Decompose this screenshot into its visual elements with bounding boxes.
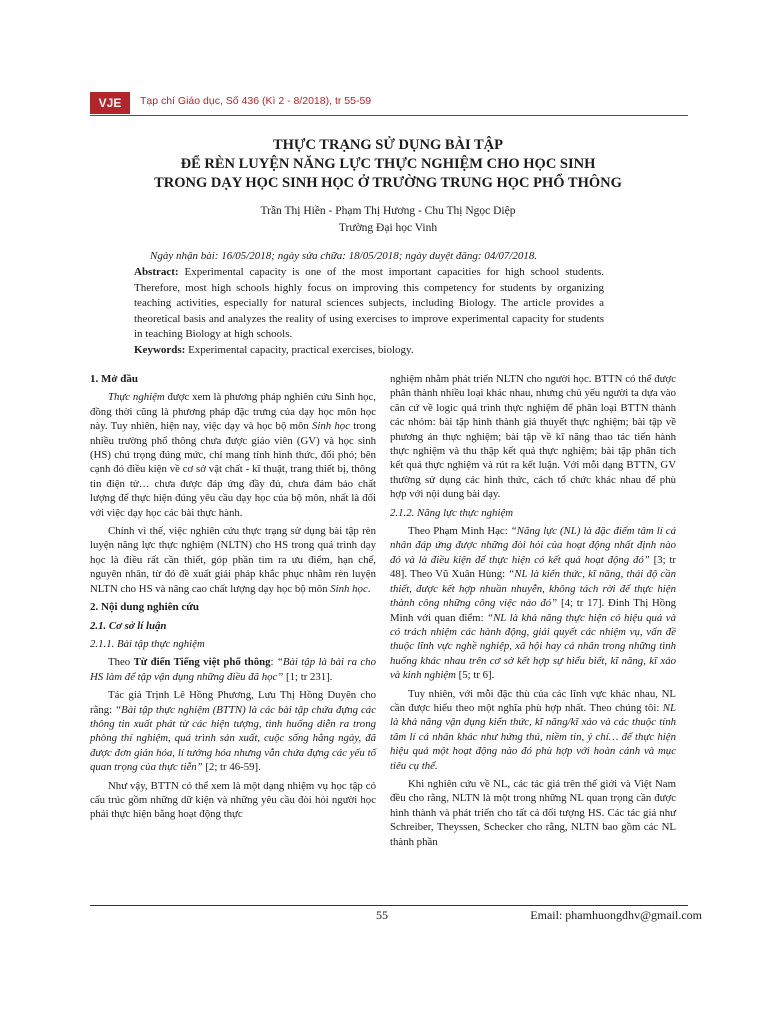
left-column [90,372,376,826]
journal-logo-badge: VJE [90,92,130,114]
journal-header [90,92,690,114]
contact-email: Email: phamhuongdhv@gmail.com [530,908,702,922]
paragraph: nghiệm nhằm phát triển NLTN cho người học. BTTN có thể được phân thành nhiều loại khác nhau, nhưng chủ yếu người ta dựa vào căn cứ về logic quá trình thực nghiệm để phân loại BTTN thành các nhóm: bài tập hình thành giả thuyết thực nghiệm; bài tập về phương án thực nghiệm; bài tập về kĩ năng thao tác tiến hành thực nghiệm và thu thập kết quả thực nghiệm; bài tập phân tích kết quả thực nghiệm và rút ra kết luận. Với mỗi dạng BTTN, GV thường sử dụng các hình thức, cách tổ chức khác nhau để phù hợp với nội dung bài dạy. [390,373,676,501]
affiliation: Trường Đại học Vinh [338,222,438,234]
abstract-text: Experimental capacity is one of the most important capacities for high school students. Therefore, most high schools highly focus on improving this competency for students by organizing teaching activities, especially for natural sciences subjects, including Biology. The article provides a theoretical basis and analyzes the reality of using exercises to improve experimental capacity for students in teaching Biology at high schools. [134,266,605,341]
header-divider [90,115,688,116]
keywords-label: Keywords: [134,344,186,356]
paragraph: Theo Phạm Minh Hạc: “Năng lực (NL) là đặc điểm tâm lí cá nhân đáp ứng được những đòi hỏi của hoạt động nhất định nào đó và là điều kiện để thực hiện có kết quả hoạt động đó” [3; tr 48]. Theo Vũ Xuân Hùng: “NL là kiến thức, kĩ năng, thái độ cần thiết, được kết hợp nhuần nhuyễn, không tách rời để thực hiện thành công những công việc nào đó” [4; tr 17]. Đinh Thị Hồng Minh với quan điểm: “NL là khả năng thực hiện có hiệu quả và có trách nhiệm các hành động, giải quyết các nhiệm vụ, vấn đề thuộc lĩnh vực nghề nghiệp, xã hội hay cá nhân trong những tình huống khác nhau trên cơ sở kết hợp sự hiểu biết, kĩ năng, kĩ xảo và kinh nghiệm [5; tr 6]. [390,525,677,682]
paragraph: Thực nghiệm được xem là phương pháp nghiên cứu Sinh học, đồng thời cũng là phương pháp đặc trưng của dạy học môn học này. Tuy nhiên, hiện nay, việc dạy và học bộ môn Sinh học trong nhiều trường phổ thông chưa được giáo viên (GV) và học sinh (HS) chú trọng đúng mức, chỉ mang tính hình thức, đối phó; bên cạnh đó điều kiện về cơ sở vật chất - kĩ thuật, trang thiết bị, thông tin điện tử… chưa được đáp ứng đầy đủ, chưa đảm bảo chất lượng để thực hiện đúng yêu cầu dạy học của bộ môn, nhất là đối với việc dạy học các bài thực hành. [90,391,376,519]
paragraph: Chính vì thế, việc nghiên cứu thực trạng sử dụng bài tập rèn luyện năng lực thực nghiệm (NLTN) cho HS trong quá trình dạy học là điều rất cần thiết, góp phần tìm ra ưu điểm, hạn chế, nguyên nhân, từ đó đề xuất giải pháp khắc phục nhằm rèn luyện NLTN cho HS và nâng cao chất lượng dạy học bộ môn Sinh học. [90,525,376,595]
abstract [134,265,604,343]
subsection-heading-2-1-1: 2.1.1. Bài tập thực nghiệm [90,637,205,650]
keywords [134,343,604,359]
subsection-heading-2-1: 2.1. Cơ sở lí luận [90,619,167,632]
page-number: 55 [376,908,388,922]
right-column [390,372,676,853]
paragraph: Tác giả Trịnh Lê Hồng Phương, Lưu Thị Hồng Duyên cho rằng: “Bài tập thực nghiệm (BTTN) là các bài tập chứa đựng các thông tin xuất phát từ các hiện tượng, tình huống diễn ra trong phòng thí nghiệm, quá trình sản xuất, cuộc sống hằng ngày, đã được đơn giản hóa, lí tưởng hóa nhưng vẫn chứa đựng các yếu tố quan trọng của thực tiễn” [2; tr 46-59]. [90,689,376,774]
section-heading-intro: 1. Mở đầu [90,373,138,385]
paragraph: Theo Từ điển Tiếng việt phổ thông: “Bài tập là bài ra cho HS làm để tập vận dụng những điều đã học” [1; tr 231]. [90,656,376,683]
keywords-text: Experimental capacity, practical exercises, biology. [188,344,414,356]
subsection-heading-2-1-2: 2.1.2. Năng lực thực nghiệm [390,506,514,519]
title-line-3: TRONG DẠY HỌC SINH HỌC Ở TRƯỜNG TRUNG HỌC PHỔ THÔNG [154,175,622,191]
authors: Trần Thị Hiền - Phạm Thị Hương - Chu Thị Ngọc Diệp [260,205,516,217]
paragraph: Như vậy, BTTN có thể xem là một dạng nhiệm vụ học tập có cấu trúc gồm những dữ kiện và những yêu cầu đòi hỏi người học phải thực hiện bằng hoạt động thực [90,779,376,821]
section-heading-content: 2. Nội dung nghiên cứu [90,601,199,614]
abstract-label: Abstract: [134,266,179,278]
journal-citation: Tạp chí Giáo dục, Số 436 (Kì 2 - 8/2018), tr 55-59 [140,95,372,107]
footer-divider [90,905,688,906]
submission-dates: Ngày nhận bài: 16/05/2018; ngày sửa chữa: 18/05/2018; ngày duyệt đăng: 04/07/2018. [150,250,538,262]
title-line-1: THỰC TRẠNG SỬ DỤNG BÀI TẬP [272,137,503,153]
article-title [88,136,688,193]
title-line-2: ĐỂ RÈN LUYỆN NĂNG LỰC THỰC NGHIỆM CHO HỌC SINH [180,156,596,172]
paragraph: Khi nghiên cứu về NL, các tác giả trên thế giới và Việt Nam đều cho rằng, NLTN là một trong những NL quan trọng cần được hình thành và phát triển cho tất cả đối tượng HS. Các tác giả như Schreiber, Theyssen, Schecker cho rằng, NLTN bao gồm các NL thành phần [390,777,676,848]
paragraph: Tuy nhiên, với mỗi đặc thù của các lĩnh vực khác nhau, NL cần được hiểu theo một nghĩa phù hợp nhất. Theo chúng tôi: NL là khả năng vận dụng kiến thức, kĩ năng/kĩ xảo và các thuộc tính tâm lí cá nhân khác như hứng thú, niềm tin, ý chí… để thực hiện hiệu quả một hoạt động nào đó phù hợp với hoàn cảnh và mục tiêu cụ thể. [390,687,676,772]
